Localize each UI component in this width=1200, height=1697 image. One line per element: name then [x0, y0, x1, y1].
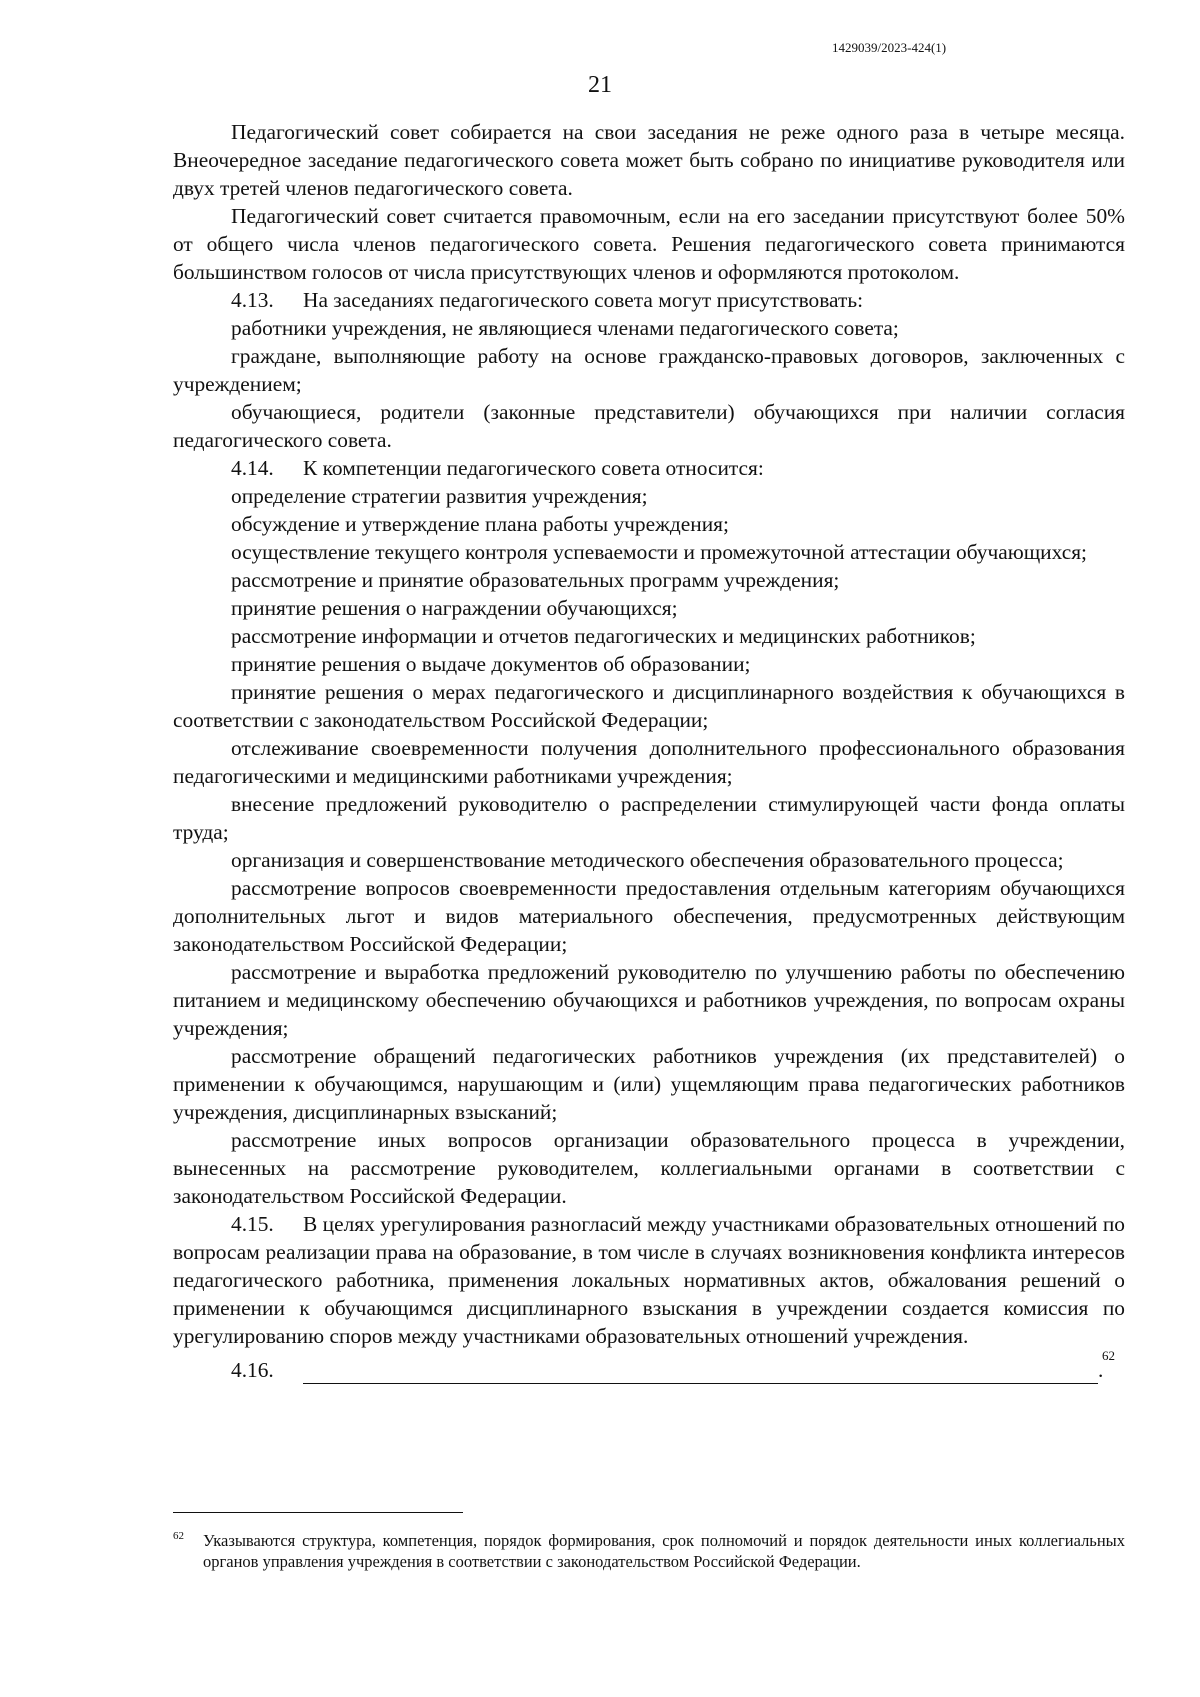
- list-item: рассмотрение иных вопросов организации образовательного процесса в учреждении, вынесенных на рассмотрение руководителем, коллегиальными органами в соответствии с законодательством Российской Федерации.: [173, 1128, 1125, 1208]
- list-item: внесение предложений руководителю о распределении стимулирующей части фонда оплаты труда;: [173, 792, 1125, 844]
- list-item: работники учреждения, не являющиеся членами педагогического совета;: [231, 316, 899, 340]
- section-4-13: [173, 286, 1125, 314]
- section-number: 4.15.: [231, 1212, 274, 1236]
- list-item: осуществление текущего контроля успеваемости и промежуточной аттестации обучающихся;: [231, 540, 1087, 564]
- list-item: граждане, выполняющие работу на основе гражданско-правовых договоров, заключенных с учреждением;: [173, 344, 1125, 396]
- list-item: принятие решения о выдаче документов об образовании;: [231, 652, 751, 676]
- section-4-16: [173, 1348, 1125, 1384]
- paragraph: Педагогический совет собирается на свои заседания не реже одного раза в четыре месяца. Внеочередное заседание педагогического совета может быть собрано по инициативе руководителя или двух третей членов педагогического совета.: [173, 120, 1125, 200]
- footnote-text: Указываются структура, компетенция, порядок формирования, срок полномочий и порядок деятельности иных коллегиальных органов управления учреждения в соответствии с законодательством Российской Федерации.: [203, 1531, 1125, 1571]
- list-item: рассмотрение обращений педагогических работников учреждения (их представителей) о применении к обучающимся, нарушающим и (или) ущемляющим права педагогических работников учреждения, дисциплинарных взысканий;: [173, 1044, 1125, 1124]
- section-number: 4.16.: [231, 1358, 274, 1382]
- blank-fill-line: [303, 1361, 1098, 1384]
- list-item: обсуждение и утверждение плана работы учреждения;: [231, 512, 729, 536]
- page-number: 21: [588, 72, 612, 98]
- section-number: 4.13.: [231, 288, 274, 312]
- list-item: обучающиеся, родители (законные представители) обучающихся при наличии согласия педагогического совета.: [173, 400, 1125, 452]
- section-text: К компетенции педагогического совета относится:: [303, 456, 764, 480]
- list-item: организация и совершенствование методического обеспечения образовательного процесса;: [231, 848, 1064, 872]
- footnote-mark: 62: [173, 1530, 184, 1542]
- footnote-separator: [173, 1512, 463, 1513]
- section-4-15: [173, 1210, 1125, 1350]
- trailing-period: .: [1098, 1358, 1104, 1382]
- footnote: [173, 1530, 1125, 1572]
- document-body: [173, 118, 1125, 1384]
- doc-id: 1429039/2023-424(1): [832, 40, 947, 55]
- list-item: рассмотрение вопросов своевременности предоставления отдельным категориям обучающихся дополнительных льгот и видов материального обеспечения, предусмотренных действующим законодательством Российской Федерации;: [173, 876, 1125, 956]
- list-item: рассмотрение информации и отчетов педагогических и медицинских работников;: [231, 624, 976, 648]
- section-text: В целях урегулирования разногласий между участниками образовательных отношений по вопросам реализации права на образование, в том числе в случаях возникновения конфликта интересов педагогического работника, применения локальных нормативных актов, обжалования решений о применении к обучающимся дисциплинарного взыскания в учреждении создается комиссия по урегулированию споров между участниками образовательных отношений учреждения.: [173, 1212, 1125, 1348]
- section-number: 4.14.: [231, 456, 274, 480]
- section-4-14: [173, 454, 1125, 482]
- list-item: принятие решения о мерах педагогического и дисциплинарного воздействия к обучающихся в соответствии с законодательством Российской Федерации;: [173, 680, 1125, 732]
- paragraph: Педагогический совет считается правомочным, если на его заседании присутствуют более 50% от общего числа членов педагогического совета. Решения педагогического совета принимаются большинством голосов от числа присутствующих членов и оформляются протоколом.: [173, 204, 1125, 284]
- list-item: принятие решения о награждении обучающихся;: [231, 596, 678, 620]
- list-item: определение стратегии развития учреждения;: [231, 484, 648, 508]
- list-item: рассмотрение и выработка предложений руководителю по улучшению работы по обеспечению питанием и медицинскому обеспечению обучающихся и работников учреждения, по вопросам охраны учреждения;: [173, 960, 1125, 1040]
- section-text: На заседаниях педагогического совета могут присутствовать:: [303, 288, 864, 312]
- list-item: отслеживание своевременности получения дополнительного профессионального образования педагогическими и медицинскими работниками учреждения;: [173, 736, 1125, 788]
- list-item: рассмотрение и принятие образовательных программ учреждения;: [231, 568, 840, 592]
- footnote-reference[interactable]: 62: [1102, 1348, 1115, 1363]
